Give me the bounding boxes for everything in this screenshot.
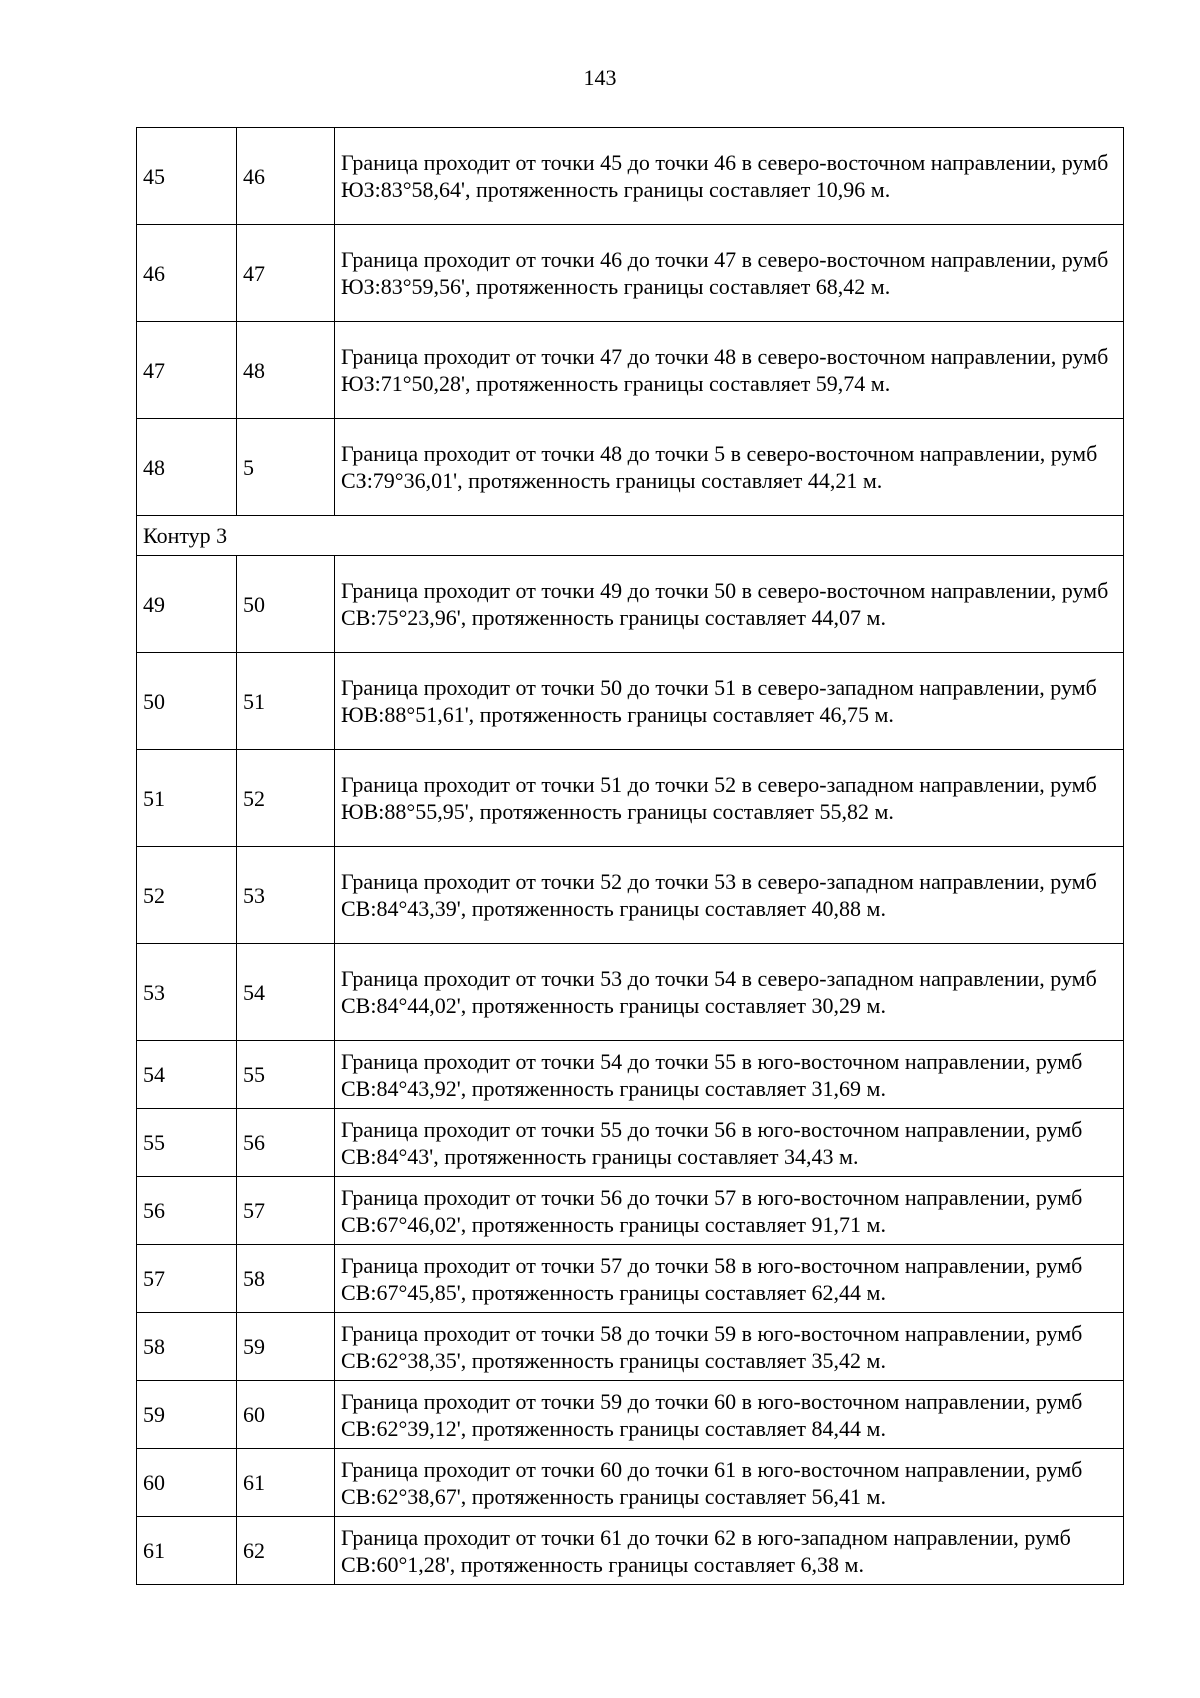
point-to-cell: 46 xyxy=(237,128,335,225)
point-to-cell: 48 xyxy=(237,322,335,419)
point-to-cell: 51 xyxy=(237,653,335,750)
page-number: 143 xyxy=(583,65,617,90)
description-cell: Граница проходит от точки 60 до точки 61 в юго-восточном направлении, румб СВ:62°38,67', протяженность границы составляет 56,41 м. xyxy=(335,1449,1124,1517)
description-cell: Граница проходит от точки 52 до точки 53 в северо-западном направлении, румб СВ:84°43,39', протяженность границы составляет 40,88 м. xyxy=(335,847,1124,944)
point-from-cell: 50 xyxy=(137,653,237,750)
point-from-cell: 54 xyxy=(137,1041,237,1109)
point-from-cell: 47 xyxy=(137,322,237,419)
point-to-cell: 58 xyxy=(237,1245,335,1313)
table-row xyxy=(137,1109,1124,1177)
table-row xyxy=(137,750,1124,847)
table-row xyxy=(137,128,1124,225)
table-row xyxy=(137,1313,1124,1381)
point-to-cell: 61 xyxy=(237,1449,335,1517)
table-row xyxy=(137,556,1124,653)
point-to-cell: 56 xyxy=(237,1109,335,1177)
point-from-cell: 58 xyxy=(137,1313,237,1381)
description-cell: Граница проходит от точки 50 до точки 51 в северо-западном направлении, румб ЮВ:88°51,61', протяженность границы составляет 46,75 м. xyxy=(335,653,1124,750)
point-to-cell: 60 xyxy=(237,1381,335,1449)
point-to-cell: 5 xyxy=(237,419,335,516)
table-row xyxy=(137,653,1124,750)
point-to-cell: 54 xyxy=(237,944,335,1041)
table-row xyxy=(137,322,1124,419)
description-cell: Граница проходит от точки 54 до точки 55 в юго-восточном направлении, румб СВ:84°43,92', протяженность границы составляет 31,69 м. xyxy=(335,1041,1124,1109)
description-cell: Граница проходит от точки 58 до точки 59 в юго-восточном направлении, румб СВ:62°38,35', протяженность границы составляет 35,42 м. xyxy=(335,1313,1124,1381)
description-cell: Граница проходит от точки 49 до точки 50 в северо-восточном направлении, румб СВ:75°23,96', протяженность границы составляет 44,07 м. xyxy=(335,556,1124,653)
table-row xyxy=(137,1517,1124,1585)
point-to-cell: 53 xyxy=(237,847,335,944)
point-from-cell: 59 xyxy=(137,1381,237,1449)
table-row xyxy=(137,1041,1124,1109)
section-label: Контур 3 xyxy=(137,516,1124,556)
table-row xyxy=(137,1177,1124,1245)
description-cell: Граница проходит от точки 61 до точки 62 в юго-западном направлении, румб СВ:60°1,28', протяженность границы составляет 6,38 м. xyxy=(335,1517,1124,1585)
section-row xyxy=(137,516,1124,556)
table-row xyxy=(137,225,1124,322)
point-from-cell: 60 xyxy=(137,1449,237,1517)
description-cell: Граница проходит от точки 56 до точки 57 в юго-восточном направлении, румб СВ:67°46,02', протяженность границы составляет 91,71 м. xyxy=(335,1177,1124,1245)
point-to-cell: 47 xyxy=(237,225,335,322)
description-cell: Граница проходит от точки 45 до точки 46 в северо-восточном направлении, румб ЮЗ:83°58,64', протяженность границы составляет 10,96 м. xyxy=(335,128,1124,225)
point-from-cell: 57 xyxy=(137,1245,237,1313)
description-cell: Граница проходит от точки 57 до точки 58 в юго-восточном направлении, румб СВ:67°45,85', протяженность границы составляет 62,44 м. xyxy=(335,1245,1124,1313)
point-from-cell: 49 xyxy=(137,556,237,653)
boundary-table xyxy=(136,127,1124,1585)
point-from-cell: 48 xyxy=(137,419,237,516)
point-from-cell: 52 xyxy=(137,847,237,944)
point-from-cell: 56 xyxy=(137,1177,237,1245)
point-to-cell: 57 xyxy=(237,1177,335,1245)
table-row xyxy=(137,1381,1124,1449)
description-cell: Граница проходит от точки 47 до точки 48 в северо-восточном направлении, румб ЮЗ:71°50,28', протяженность границы составляет 59,74 м. xyxy=(335,322,1124,419)
table-row xyxy=(137,1245,1124,1313)
description-cell: Граница проходит от точки 48 до точки 5 в северо-восточном направлении, румб СЗ:79°36,01', протяженность границы составляет 44,21 м. xyxy=(335,419,1124,516)
description-cell: Граница проходит от точки 46 до точки 47 в северо-восточном направлении, румб ЮЗ:83°59,56', протяженность границы составляет 68,42 м. xyxy=(335,225,1124,322)
description-cell: Граница проходит от точки 55 до точки 56 в юго-восточном направлении, румб СВ:84°43', протяженность границы составляет 34,43 м. xyxy=(335,1109,1124,1177)
table-row xyxy=(137,847,1124,944)
point-from-cell: 46 xyxy=(137,225,237,322)
table-row xyxy=(137,1449,1124,1517)
point-from-cell: 61 xyxy=(137,1517,237,1585)
description-cell: Граница проходит от точки 53 до точки 54 в северо-западном направлении, румб СВ:84°44,02', протяженность границы составляет 30,29 м. xyxy=(335,944,1124,1041)
description-cell: Граница проходит от точки 51 до точки 52 в северо-западном направлении, румб ЮВ:88°55,95', протяженность границы составляет 55,82 м. xyxy=(335,750,1124,847)
point-from-cell: 51 xyxy=(137,750,237,847)
point-from-cell: 45 xyxy=(137,128,237,225)
point-to-cell: 55 xyxy=(237,1041,335,1109)
point-to-cell: 62 xyxy=(237,1517,335,1585)
point-from-cell: 53 xyxy=(137,944,237,1041)
point-from-cell: 55 xyxy=(137,1109,237,1177)
point-to-cell: 50 xyxy=(237,556,335,653)
point-to-cell: 52 xyxy=(237,750,335,847)
table-row xyxy=(137,944,1124,1041)
point-to-cell: 59 xyxy=(237,1313,335,1381)
table-row xyxy=(137,419,1124,516)
description-cell: Граница проходит от точки 59 до точки 60 в юго-восточном направлении, румб СВ:62°39,12', протяженность границы составляет 84,44 м. xyxy=(335,1381,1124,1449)
